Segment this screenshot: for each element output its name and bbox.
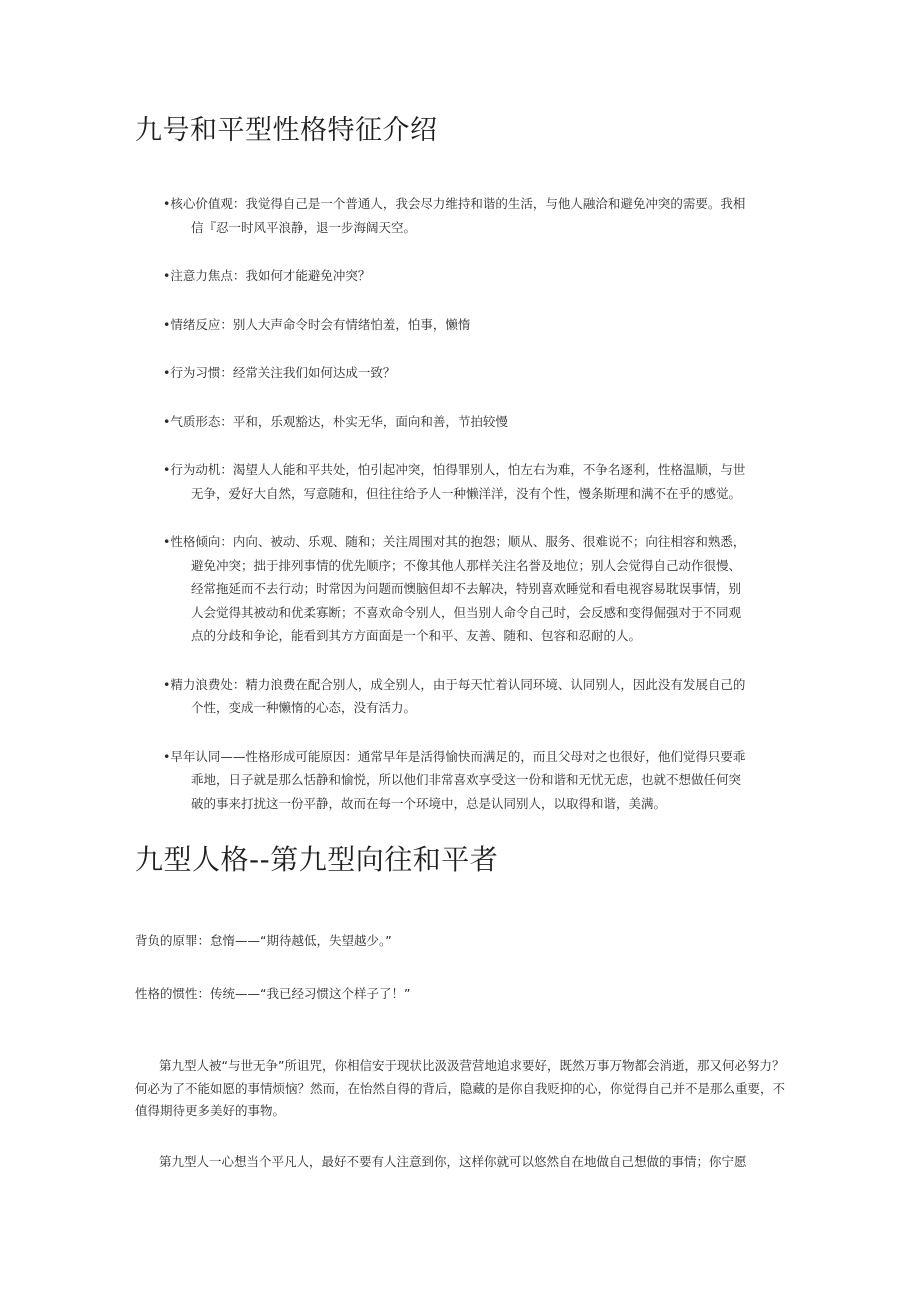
section-title-nine-peace: 九号和平型性格特征介绍 (135, 115, 438, 146)
bullet-attention-focus (163, 264, 791, 288)
bullet-core-values (163, 192, 791, 239)
bullet-personality-tendency (163, 530, 791, 648)
bullet-line: 乖地，日子就是那么恬静和愉悦，所以他们非常喜欢享受这一份和谐和无忧无虑，也就不想做任何突 (191, 772, 742, 787)
bullet-line: •早年认同——性格形成可能原因：通常早年是活得愉快而满足的，而且父母对之也很好，他们觉得只要乖 (163, 748, 746, 764)
bullet-line: 个性，变成一种懒惰的心态，没有活力。 (191, 700, 417, 715)
bullet-line: 人会觉得其被动和优柔寡断；不喜欢命令别人，但当别人命令自己时，会反感和变得倔强对于不同观 (191, 604, 742, 620)
bullet-line: •行为习惯：经常关注我们如何达成一致？ (163, 365, 396, 380)
bullet-line: •性格倾向：内向、被动、乐观、随和；关注周围对其的抱怨；顺从、服务、很难说不；向往相容和熟悉， (163, 534, 746, 549)
bullet-line: 破的事来打扰这一份平静，故而在每一个环境中，总是认同别人，以取得和谐，美满。 (191, 795, 667, 811)
bullet-line: •注意力焦点：我如何才能避免冲突？ (163, 268, 371, 283)
bullet-line: 经常拖延而不去行动；时常因为问题而懊脑但却不去解决，特别喜欢睡觉和看电视容易耽误事情，别 (191, 581, 742, 596)
personality-habit-line: 性格的惯性：传统——“我已经习惯这个样子了！” (135, 986, 411, 1001)
bullet-line: 点的分歧和争论，能看到其方方面面是一个和平、友善、随和、包容和忍耐的人。 (191, 628, 642, 643)
bullet-line: •行为动机：渴望人人能和平共处，怕引起冲突，怕得罪别人，怕左右为难，不争名逐利，性格温顺，与世 (163, 462, 746, 477)
body-paragraph-2: 第九型人一心想当个平凡人，最好不要有人注意到你，这样你就可以悠然自在地做自己想做的事情；你宁愿 (159, 1154, 747, 1169)
bullet-energy-waste (163, 673, 791, 720)
bullet-emotional-response (163, 313, 791, 337)
bullet-behavior-habit (163, 361, 791, 385)
bullet-line: 避免冲突；拙于排列事情的优先顺序；不像其他人那样关注名誉及地位；别人会觉得自己动作很慢、 (191, 557, 742, 573)
trait-bullet-list (163, 192, 791, 815)
bullet-line: 信『忍一时风平浪静，退一步海阔天空。 (191, 219, 417, 235)
body-paragraph-1: 第九型人被“与世无争”所诅咒，你相信安于现状比汲汲营营地追求要好，既然万事万物都会消逝，那又何必努力？何必为了不能如愿的事情烦恼？然而，在怡然自得的背后，隐藏的是你自我贬抑的心，你觉得自己并不是那么重要，不值得期待更多美好的事物。 (135, 1058, 786, 1118)
bullet-line: •核心价值观：我觉得自己是一个普通人，我会尽力维持和谐的生活，与他人融洽和避免冲突的需要。我相 (163, 196, 746, 211)
bullet-line: •精力浪费处：精力浪费在配合别人，成全别人，由于每天忙着认同环境、认同别人，因此没有发展自己的 (163, 676, 746, 692)
bullet-line: 无争，爱好大自然，写意随和，但往往给予人一种懒洋洋，没有个性，慢条斯理和满不在乎的感觉。 (191, 485, 742, 501)
section-title-type-nine: 九型人格--第九型向往和平者 (135, 843, 499, 876)
bullet-early-identification (163, 745, 791, 816)
bullet-line: •情绪反应：别人大声命令时会有情绪怕羞，怕事，懒惰 (163, 316, 471, 332)
bullet-behavior-motive (163, 458, 791, 505)
original-sin-line: 背负的原罪：怠惰——“期待越低，失望越少。” (135, 933, 392, 948)
bullet-temperament (163, 410, 791, 434)
bullet-line: •气质形态：平和，乐观豁达，朴实无华，面向和善，节拍较慢 (163, 413, 508, 429)
